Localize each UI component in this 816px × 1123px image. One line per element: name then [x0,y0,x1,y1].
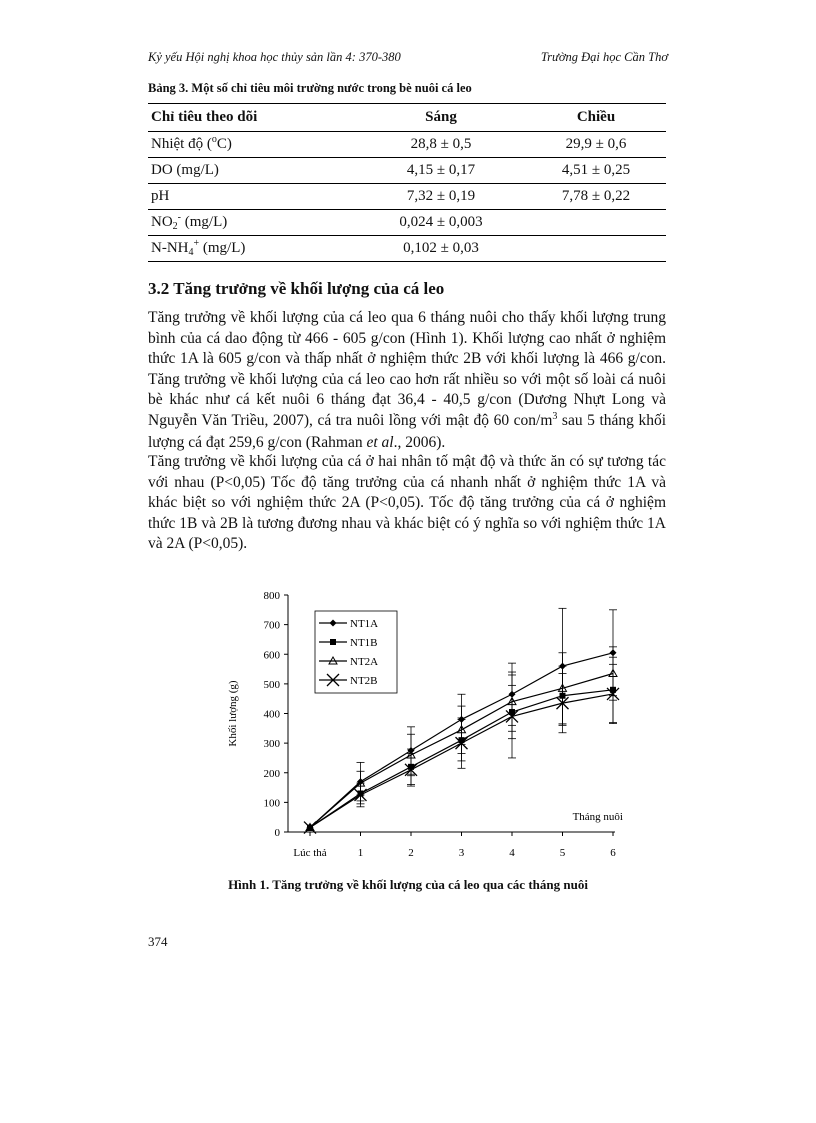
legend-label: NT1B [350,637,378,649]
table-cell: 4,15 ± 0,17 [356,158,526,184]
table-cell: 29,9 ± 0,6 [526,132,666,158]
water-quality-table [148,103,666,262]
y-tick-label: 600 [263,649,280,662]
paragraph-1 [148,308,666,454]
table-cell: 28,8 ± 0,5 [356,132,526,158]
cell-sup: + [193,238,200,249]
x-tick-label: 5 [559,847,566,859]
cell-sup: - [177,212,182,223]
table-cell [526,236,666,262]
cell-sub: 2 [172,221,178,232]
paragraph-sup: 3 [552,410,558,422]
x-tick-label: 3 [458,847,465,859]
y-axis-label: Khối lượng (g) [227,680,239,747]
y-tick-label: 100 [263,797,280,810]
x-axis-label: Tháng nuôi [572,811,623,823]
table-cell: 7,32 ± 0,19 [356,184,526,210]
y-tick-label: 200 [263,767,280,780]
legend-marker [330,639,336,645]
paragraph-2: Tăng trưởng về khối lượng của cá ở hai nhân tố mật độ và thức ăn có sự tương tác với nhau (P<0,05) Tốc độ tăng trưởng của cá nhanh nhất ở nghiệm thức 1A và khác biệt so với nghiệm thức 2A (P<0,05). Tốc độ tăng trưởng của cá ở nghiệm thức 1B và 2B là tương đương nhau và khác biệt có ý nghĩa so với nghiệm thức 1A và 2A (P<0,05). [148,453,666,552]
x-tick-label: 2 [408,847,414,859]
table-cell [148,132,356,158]
cell-text: NO [151,214,173,230]
y-tick-label: 800 [263,590,280,602]
paragraph-text: Tăng trưởng về khối lượng của cá leo qua 6 tháng nuôi cho thấy khối lượng trung bình của cá dao động từ 466 - 605 g/con (Hình 1). Khối lượng cao nhất ở nghiệm thức 1A là 605 g/con và thấp nhất ở nghiệm thức 2B với khối lượng là 466 g/con. Tăng trưởng về khối lượng của cá leo cao hơn rất nhiều so với một số loài cá nuôi bè khác như cá kết nuôi 6 tháng đạt 36,4 - 40,5 g/con (Dương Nhựt Long và Nguyễn Văn Triều, 2007), cá tra nuôi lồng với mật độ 60 con/m [148,309,666,429]
table-row [148,236,666,262]
table-cell: 0,024 ± 0,003 [356,210,526,236]
table-cell [148,236,356,262]
x-tick-label: 6 [610,847,616,859]
x-tick-label: 1 [357,847,364,859]
legend-label: NT2A [350,656,379,668]
y-tick-label: 400 [263,708,280,721]
y-tick-label: 0 [274,827,280,839]
y-tick-label: 700 [263,619,280,632]
table-row [148,210,666,236]
table-cell: 4,51 ± 0,25 [526,158,666,184]
page-number: 374 [148,934,168,949]
cell-text: C) [216,136,232,152]
y-tick-label: 500 [263,678,280,691]
table-header-cell: Chiều [526,104,666,132]
table-header-cell: Chỉ tiêu theo dõi [148,104,356,132]
legend-label: NT2B [350,675,378,687]
table-cell [526,210,666,236]
cell-sup: o [211,134,217,145]
cell-text: (mg/L) [181,214,228,230]
table-cell: DO (mg/L) [148,158,356,184]
table-row [148,158,666,184]
cell-text: Nhiệt độ ( [151,136,212,152]
y-tick-label: 300 [263,738,280,751]
header-left: Kỷ yếu Hội nghị khoa học thủy sản lần 4: 370-380 [148,50,401,64]
running-header [148,50,668,68]
figure-caption: Hình 1. Tăng trưởng về khối lượng của cá leo qua các tháng nuôi [228,877,588,892]
paragraph-text: sau 5 tháng khối lượng cá đạt 259,6 g/con (Rahman [148,411,666,451]
cell-text: N-NH [151,240,189,256]
table-cell [148,210,356,236]
table-row [148,132,666,158]
paragraph-italic: et al [366,434,394,451]
x-tick-label: Lúc thả [293,847,327,859]
table-row [148,184,666,210]
cell-sub: 4 [188,247,194,258]
header-right: Trường Đại học Cần Thơ [540,50,668,64]
growth-chart [215,583,635,873]
cell-text: (mg/L) [199,240,246,256]
table-cell: pH [148,184,356,210]
section-heading: 3.2 Tăng trưởng về khối lượng của cá leo [148,279,445,298]
table-cell: 0,102 ± 0,03 [356,236,526,262]
table-cell: 7,78 ± 0,22 [526,184,666,210]
table-header-row [148,104,666,132]
paragraph-text: ., 2006). [393,434,446,451]
table-caption: Bảng 3. Một số chỉ tiêu môi trường nước trong bè nuôi cá leo [148,81,472,95]
table-header-cell: Sáng [356,104,526,132]
x-tick-label: 4 [509,847,515,859]
legend-label: NT1A [350,618,379,630]
